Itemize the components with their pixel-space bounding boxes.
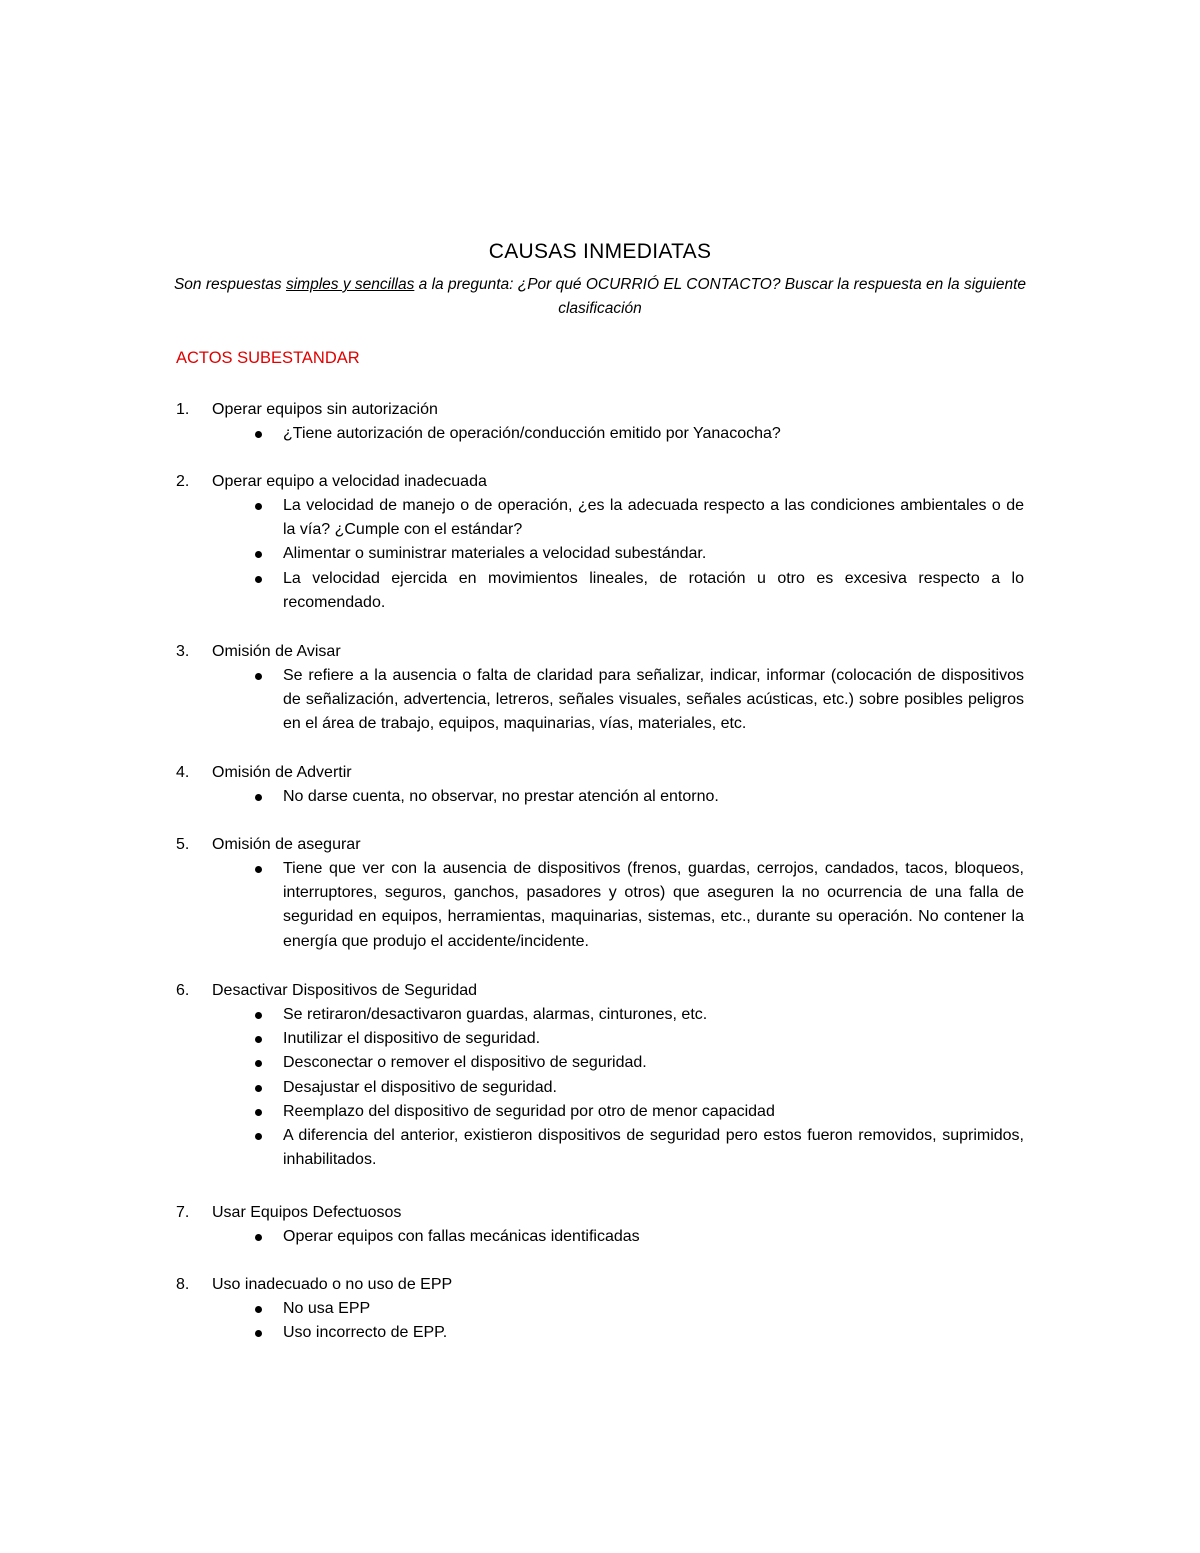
bullet-dot-icon	[255, 1306, 262, 1313]
bullet-text: Se refiere a la ausencia o falta de claridad para señalizar, indicar, informar (colocación de dispositivos de señalización, advertencia, letreros, señales visuales, señales acústicas, etc.) sobre posibles peligros en el área de trabajo, equipos, maquinarias, vías, materiales, etc.	[283, 667, 1024, 733]
list-item-heading: Operar equipo a velocidad inadecuada	[212, 473, 487, 490]
list-item-heading: Uso inadecuado o no uso de EPP	[212, 1276, 453, 1293]
list-item-number: 4.	[176, 764, 190, 781]
bullet-item	[176, 567, 1024, 615]
section-title: ACTOS SUBESTANDAR	[176, 349, 360, 367]
bullet-item	[176, 542, 1024, 566]
bullet-item	[176, 785, 1024, 809]
subtitle-underlined-text: simples y sencillas	[285, 276, 415, 293]
bullet-dot-icon	[255, 1060, 262, 1067]
bullet-item	[176, 664, 1024, 737]
bullet-text: No usa EPP	[283, 1300, 371, 1317]
bullet-text: Se retiraron/desactivaron guardas, alarmas, cinturones, etc.	[283, 1006, 708, 1023]
bullet-text: Uso incorrecto de EPP.	[283, 1324, 448, 1342]
list-item-heading: Operar equipos sin autorización	[212, 401, 438, 418]
list-item-heading: Omisión de Advertir	[212, 764, 352, 781]
bullet-list	[176, 664, 1026, 737]
bullet-item	[176, 1076, 1024, 1100]
bullet-text: Tiene que ver con la ausencia de dispositivos (frenos, guardas, cerrojos, candados, tacos, bloqueos, interruptores, seguros, ganchos, pasadores y otros) que aseguren la no ocurrencia de una falla de seguridad en equipos, herramientas, maquinarias, sistemas, etc., durante su operación. No contener la energía que produjo el accidente/incidente.	[283, 860, 1024, 950]
bullet-list	[176, 1297, 1026, 1345]
bullet-item	[176, 1225, 1024, 1249]
bullet-text: Alimentar o suministrar materiales a velocidad subestándar.	[283, 545, 707, 563]
list-item-number: 8.	[176, 1276, 190, 1293]
bullet-item	[176, 1051, 1024, 1075]
bullet-dot-icon	[255, 551, 262, 558]
bullet-text: Inutilizar el dispositivo de seguridad.	[283, 1030, 541, 1048]
bullet-list	[176, 494, 1026, 615]
bullet-text: Reemplazo del dispositivo de seguridad por otro de menor capacidad	[283, 1102, 775, 1120]
bullet-item	[176, 1124, 1024, 1172]
list-item-heading: Omisión de Avisar	[212, 643, 341, 660]
bullet-dot-icon	[255, 1109, 262, 1116]
list-item-number: 5.	[176, 836, 190, 853]
bullet-list	[176, 1003, 1026, 1172]
bullet-list	[176, 1225, 1026, 1249]
subtitle-text-start: Son respuestas	[173, 276, 286, 293]
bullet-text: A diferencia del anterior, existieron dispositivos de seguridad pero estos fueron removidos, suprimidos, inhabilitados.	[283, 1127, 1024, 1169]
list-item-heading: Omisión de asegurar	[212, 836, 361, 853]
bullet-item	[176, 494, 1024, 542]
bullet-dot-icon	[255, 1012, 262, 1019]
bullet-dot-icon	[255, 1036, 262, 1043]
bullet-text: ¿Tiene autorización de operación/conducción emitido por Yanacocha?	[283, 425, 781, 442]
bullet-item	[176, 1100, 1024, 1124]
bullet-dot-icon	[255, 673, 262, 680]
list-item-heading: Usar Equipos Defectuosos	[212, 1204, 402, 1221]
bullet-item	[176, 1297, 1024, 1321]
bullet-dot-icon	[255, 1085, 262, 1092]
bullet-dot-icon	[255, 866, 262, 873]
bullet-dot-icon	[255, 794, 262, 801]
list-item-number: 3.	[176, 643, 190, 660]
document-title: CAUSAS INMEDIATAS	[488, 240, 712, 263]
bullet-text: La velocidad ejercida en movimientos lineales, de rotación u otro es excesiva respecto a lo recomendado.	[283, 569, 1024, 611]
bullet-item	[176, 1027, 1024, 1051]
bullet-dot-icon	[255, 1330, 262, 1337]
bullet-list	[176, 422, 1026, 446]
bullet-text: No darse cuenta, no observar, no prestar atención al entorno.	[283, 788, 719, 805]
bullet-dot-icon	[255, 1234, 262, 1241]
bullet-item	[176, 857, 1024, 954]
bullet-text: Operar equipos con fallas mecánicas identificadas	[283, 1228, 640, 1245]
bullet-item	[176, 422, 1024, 446]
bullet-dot-icon	[255, 431, 262, 438]
list-item-number: 6.	[176, 982, 190, 999]
document-subtitle	[170, 273, 1030, 321]
bullet-text: La velocidad de manejo o de operación, ¿es la adecuada respecto a las condiciones ambientales o de la vía? ¿Cumple con el estándar?	[283, 497, 1024, 539]
bullet-item	[176, 1003, 1024, 1027]
list-item-number: 1.	[176, 401, 190, 418]
list-item-number: 2.	[176, 473, 190, 490]
bullet-text: Desconectar o remover el dispositivo de seguridad.	[283, 1054, 647, 1072]
bullet-dot-icon	[255, 1133, 262, 1140]
bullet-dot-icon	[255, 503, 262, 510]
bullet-text: Desajustar el dispositivo de seguridad.	[283, 1078, 557, 1096]
bullet-list	[176, 857, 1026, 954]
bullet-item	[176, 1321, 1024, 1345]
bullet-dot-icon	[255, 576, 262, 583]
list-item-number: 7.	[176, 1204, 190, 1221]
bullet-list	[176, 785, 1026, 809]
list-item-heading: Desactivar Dispositivos de Seguridad	[212, 982, 478, 999]
subtitle-text-end: a la pregunta: ¿Por qué OCURRIÓ EL CONTACTO? Buscar la respuesta en la siguiente clasificación	[414, 276, 1027, 317]
